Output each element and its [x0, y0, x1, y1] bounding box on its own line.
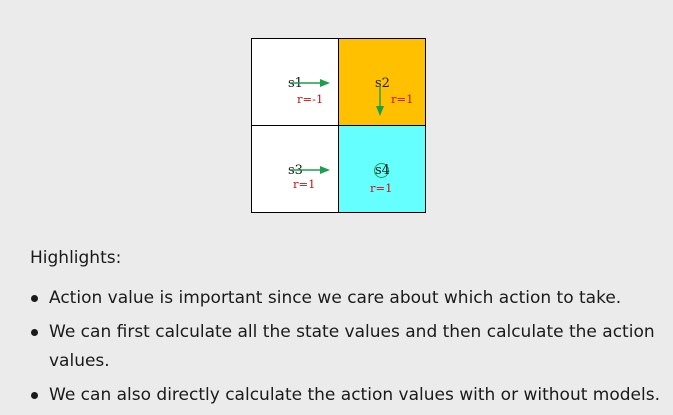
reward-label-s3: r=1	[293, 177, 316, 191]
reward-label-s2: r=1	[391, 92, 414, 106]
reward-label-s4: r=1	[370, 181, 393, 195]
grid-world-figure	[251, 38, 426, 213]
state-label-s3: s3	[288, 163, 303, 178]
grid-cell-s2	[339, 39, 425, 125]
highlights-heading: Highlights:	[30, 248, 122, 268]
state-label-s1: s1	[288, 76, 303, 91]
list-item-text: Action value is important since we care about which action to take.	[49, 288, 622, 308]
bullet-icon	[31, 392, 38, 399]
list-item-text: We can also directly calculate the action values with or without models.	[49, 385, 660, 405]
right-arrow-icon	[252, 126, 338, 212]
grid-cell-s4	[339, 126, 425, 212]
list-item	[30, 318, 670, 376]
reward-label-s1: r=-1	[297, 92, 324, 106]
grid-cell-s1	[252, 39, 338, 125]
bullet-icon	[31, 295, 38, 302]
down-arrow-icon	[339, 39, 425, 125]
bullet-icon	[31, 329, 38, 336]
right-arrow-icon	[252, 39, 338, 125]
highlights-list	[30, 284, 670, 415]
list-item	[30, 284, 670, 313]
list-item-text: We can first calculate all the state values and then calculate the action values.	[49, 322, 655, 371]
list-item	[30, 381, 670, 410]
state-label-s4: s4	[375, 163, 390, 178]
state-label-s2: s2	[375, 76, 390, 91]
grid-cell-s3	[252, 126, 338, 212]
